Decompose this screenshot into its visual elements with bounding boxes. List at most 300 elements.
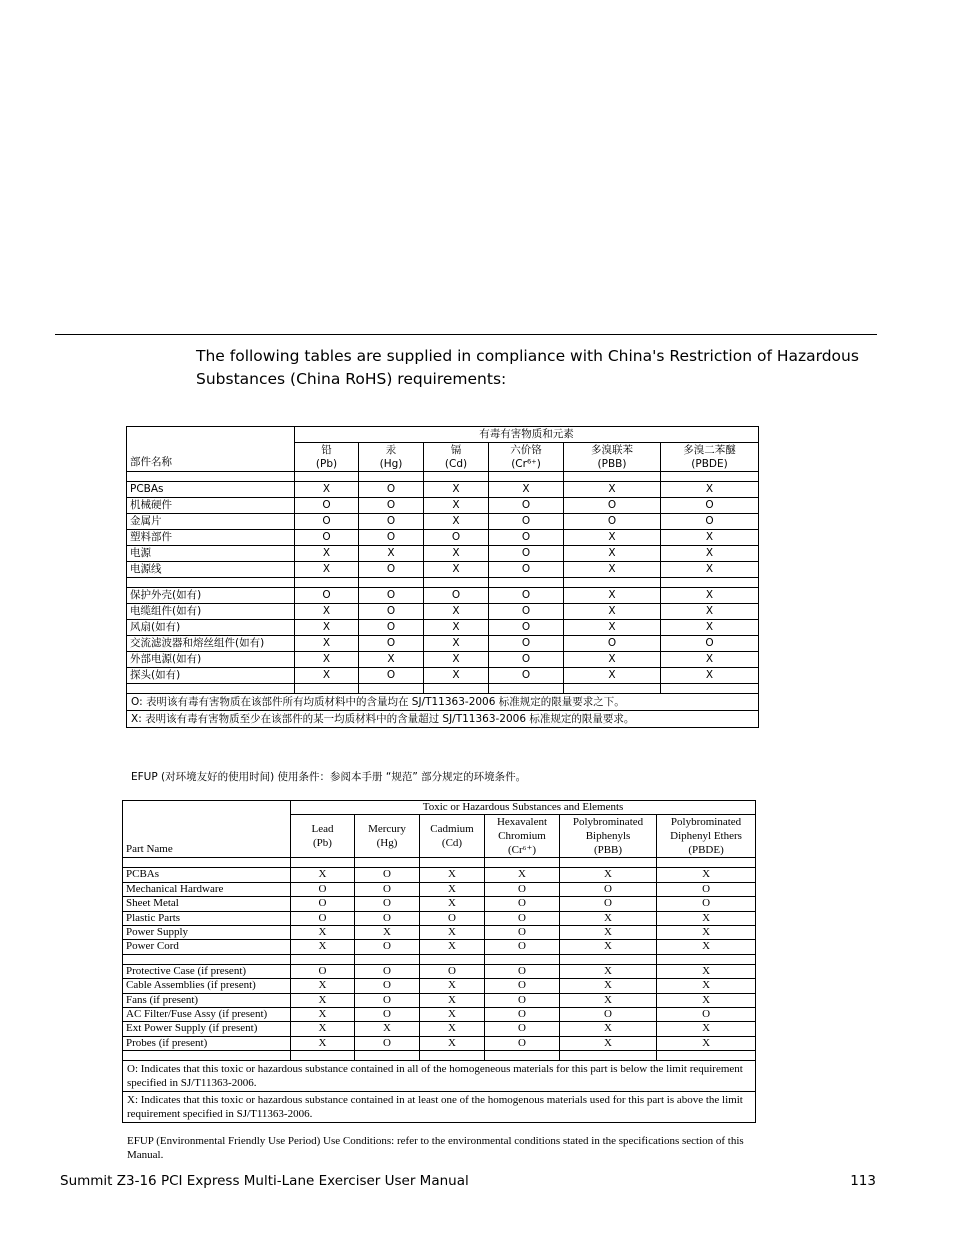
substance-value-cell: O — [355, 882, 420, 896]
substance-header-line: 铅 — [321, 444, 332, 456]
substance-value-cell: X — [295, 652, 359, 668]
spacer-cell — [420, 1051, 485, 1061]
part-name-cell: 金属片 — [127, 514, 295, 530]
note-row — [127, 711, 759, 728]
substance-value-cell: O — [560, 897, 657, 911]
substance-value-cell: O — [489, 652, 564, 668]
spacer-cell — [127, 578, 295, 588]
substance-value-cell: X — [661, 546, 759, 562]
substance-value-cell: O — [485, 882, 560, 896]
substance-value-cell: O — [657, 1008, 756, 1022]
table-row — [127, 498, 759, 514]
part-name-cell: 塑料部件 — [127, 530, 295, 546]
table-row — [127, 562, 759, 578]
substance-value-cell: O — [355, 1008, 420, 1022]
spacer-cell — [560, 1051, 657, 1061]
substance-value-cell: O — [420, 911, 485, 925]
substance-value-cell: X — [564, 652, 661, 668]
part-name-cell: 电缆组件(如有) — [127, 604, 295, 620]
substance-value-cell: O — [355, 993, 420, 1007]
substance-value-cell: X — [424, 498, 489, 514]
substance-value-cell: X — [420, 1008, 485, 1022]
substance-value-cell: X — [661, 668, 759, 684]
substance-header-line: Diphenyl Ethers — [670, 830, 742, 843]
substance-value-cell: X — [560, 1022, 657, 1036]
substance-header-line: (PBDE) — [688, 844, 724, 857]
substance-value-cell: O — [657, 897, 756, 911]
spacer-cell — [564, 578, 661, 588]
substance-value-cell: X — [291, 1008, 355, 1022]
part-name-cell: Plastic Parts — [123, 911, 291, 925]
spacer-cell — [355, 858, 420, 868]
substance-header-line: 镉 — [450, 444, 462, 456]
part-name-cell: AC Filter/Fuse Assy (if present) — [123, 1008, 291, 1022]
substance-value-cell: X — [424, 562, 489, 578]
substance-value-cell: O — [564, 636, 661, 652]
substance-value-cell: O — [489, 546, 564, 562]
substance-value-cell: O — [355, 868, 420, 882]
substance-value-cell: X — [355, 926, 420, 940]
substance-value-cell: O — [291, 897, 355, 911]
part-name-cell: 风扇(如有) — [127, 620, 295, 636]
spacer-cell — [359, 684, 424, 694]
substance-value-cell: O — [485, 964, 560, 978]
substance-value-cell: X — [420, 926, 485, 940]
substance-value-cell: X — [661, 620, 759, 636]
substance-header — [420, 815, 485, 858]
part-name-cell: Cable Assemblies (if present) — [123, 979, 291, 993]
substance-value-cell: X — [424, 652, 489, 668]
table-row — [123, 940, 756, 954]
spacer-cell — [489, 472, 564, 482]
substance-value-cell: X — [489, 482, 564, 498]
part-name-cell: Sheet Metal — [123, 897, 291, 911]
substance-value-cell: O — [359, 514, 424, 530]
table-row — [123, 993, 756, 1007]
substance-value-cell: X — [420, 897, 485, 911]
table-row — [123, 964, 756, 978]
spacer-cell — [291, 954, 355, 964]
substance-value-cell: O — [485, 1022, 560, 1036]
substance-value-cell: O — [291, 964, 355, 978]
substance-value-cell: O — [355, 1036, 420, 1050]
substance-value-cell: X — [424, 514, 489, 530]
substance-value-cell: O — [485, 940, 560, 954]
substance-value-cell: X — [420, 868, 485, 882]
substance-header-line: (Hg) — [376, 837, 398, 850]
spacer-cell — [123, 1051, 291, 1061]
substance-header — [657, 815, 756, 858]
substance-value-cell: O — [485, 1008, 560, 1022]
spacer-cell — [359, 578, 424, 588]
substance-value-cell: X — [295, 636, 359, 652]
substance-value-cell: X — [295, 620, 359, 636]
substance-value-cell: X — [291, 868, 355, 882]
efup-note-english: EFUP (Environmental Friendly Use Period) Use Conditions: refer to the environmental conditions stated in the specifications section of this Manual. — [127, 1135, 744, 1161]
substance-header-line: Polybrominated — [572, 816, 644, 829]
substance-value-cell: O — [489, 530, 564, 546]
substance-value-cell: O — [295, 514, 359, 530]
table-row — [127, 652, 759, 668]
substance-header — [564, 443, 661, 472]
substance-value-cell: X — [560, 868, 657, 882]
substance-header-line: (Cd) — [441, 837, 463, 850]
substance-value-cell: X — [420, 979, 485, 993]
substance-value-cell: O — [560, 1008, 657, 1022]
table-row — [123, 897, 756, 911]
substance-value-cell: X — [291, 1036, 355, 1050]
substance-value-cell: X — [560, 979, 657, 993]
spacer-cell — [355, 1051, 420, 1061]
substance-value-cell: O — [359, 604, 424, 620]
substance-value-cell: O — [489, 498, 564, 514]
spacer-cell — [127, 684, 295, 694]
substance-value-cell: O — [489, 636, 564, 652]
spacer-cell — [424, 472, 489, 482]
table-row — [123, 1008, 756, 1022]
substance-value-cell: X — [657, 964, 756, 978]
substance-value-cell: X — [560, 926, 657, 940]
substance-value-cell: X — [564, 588, 661, 604]
substances-group-header: 有毒有害物质和元素 — [295, 427, 759, 443]
substance-value-cell: X — [291, 926, 355, 940]
substance-value-cell: X — [564, 530, 661, 546]
substance-header-line: (PBDE) — [691, 458, 728, 470]
substance-header-line: (Cd) — [444, 458, 468, 470]
table-row — [127, 546, 759, 562]
spacer-cell — [291, 1051, 355, 1061]
substance-value-cell: O — [295, 588, 359, 604]
substance-value-cell: O — [355, 979, 420, 993]
note-o-cell: O: Indicates that this toxic or hazardous substance contained in all of the homogeneous materials for this part is below the limit requirement specified in SJ/T11363-2006. — [123, 1061, 756, 1092]
substance-header — [661, 443, 759, 472]
table-row — [127, 514, 759, 530]
spacer-cell — [560, 858, 657, 868]
substance-value-cell: X — [657, 993, 756, 1007]
substance-value-cell: X — [560, 993, 657, 1007]
substance-value-cell: X — [661, 588, 759, 604]
part-name-cell: Ext Power Supply (if present) — [123, 1022, 291, 1036]
note-o-cell: O: 表明该有毒有害物质在该部件所有均质材料中的含量均在 SJ/T11363-2006 标准规定的限量要求之下。 — [127, 694, 759, 711]
substance-value-cell: X — [295, 482, 359, 498]
header-rule — [55, 334, 877, 335]
substance-value-cell: X — [564, 482, 661, 498]
substance-header — [359, 443, 424, 472]
substance-value-cell: X — [295, 562, 359, 578]
substance-value-cell: X — [291, 993, 355, 1007]
substance-value-cell: O — [485, 993, 560, 1007]
substance-value-cell: X — [295, 668, 359, 684]
substance-value-cell: X — [657, 868, 756, 882]
substance-value-cell: O — [489, 588, 564, 604]
substance-value-cell: X — [424, 668, 489, 684]
table-row — [123, 926, 756, 940]
substance-value-cell: O — [355, 940, 420, 954]
substance-value-cell: X — [564, 546, 661, 562]
substance-header-line: (Hg) — [379, 458, 403, 470]
spacer-row — [127, 578, 759, 588]
substance-value-cell: O — [489, 514, 564, 530]
spacer-cell — [564, 472, 661, 482]
substance-value-cell: O — [424, 530, 489, 546]
substance-header-line: 多溴联苯 — [591, 444, 633, 456]
substance-value-cell: O — [355, 964, 420, 978]
page-number: 113 — [850, 1173, 876, 1189]
substance-value-cell: O — [295, 498, 359, 514]
substance-value-cell: X — [657, 1022, 756, 1036]
substance-value-cell: X — [355, 1022, 420, 1036]
substance-value-cell: X — [657, 911, 756, 925]
spacer-cell — [489, 684, 564, 694]
intro-paragraph: The following tables are supplied in compliance with China's Restriction of Hazardous Substances (China RoHS) requirements: — [196, 347, 859, 388]
spacer-cell — [123, 858, 291, 868]
substance-value-cell: O — [359, 482, 424, 498]
substance-header-line: Biphenyls — [585, 830, 631, 843]
substance-value-cell: O — [661, 514, 759, 530]
spacer-cell — [359, 472, 424, 482]
substance-value-cell: X — [424, 636, 489, 652]
substance-header-line: Chromium — [498, 830, 546, 843]
substance-header — [489, 443, 564, 472]
substance-header-line: (PBB) — [597, 458, 627, 470]
substance-value-cell: X — [560, 911, 657, 925]
page-footer — [60, 1173, 876, 1189]
substance-value-cell: O — [489, 668, 564, 684]
substance-value-cell: X — [291, 940, 355, 954]
spacer-cell — [564, 684, 661, 694]
substance-value-cell: X — [661, 652, 759, 668]
substance-value-cell: O — [489, 562, 564, 578]
substance-value-cell: X — [564, 562, 661, 578]
substance-value-cell: X — [564, 604, 661, 620]
substance-value-cell: X — [560, 964, 657, 978]
substance-header-line: Cadmium — [430, 823, 474, 836]
substance-value-cell: O — [564, 514, 661, 530]
spacer-cell — [657, 954, 756, 964]
substance-header-line: Lead — [311, 823, 334, 836]
substance-header-line: (Pb) — [315, 458, 338, 470]
spacer-cell — [127, 472, 295, 482]
spacer-row — [123, 1051, 756, 1061]
spacer-cell — [489, 578, 564, 588]
substance-value-cell: O — [291, 882, 355, 896]
note-row — [127, 694, 759, 711]
substance-value-cell: O — [489, 620, 564, 636]
spacer-cell — [295, 684, 359, 694]
substance-value-cell: O — [359, 498, 424, 514]
spacer-cell — [295, 472, 359, 482]
spacer-row — [123, 858, 756, 868]
part-name-cell: PCBAs — [123, 868, 291, 882]
substance-value-cell: X — [424, 482, 489, 498]
substance-value-cell: O — [420, 964, 485, 978]
substance-value-cell: X — [420, 1036, 485, 1050]
substance-value-cell: X — [560, 1036, 657, 1050]
substance-value-cell: X — [657, 1036, 756, 1050]
table-row — [123, 911, 756, 925]
spacer-cell — [485, 1051, 560, 1061]
substance-value-cell: X — [295, 604, 359, 620]
substance-header-line: Hexavalent — [496, 816, 548, 829]
substance-value-cell: X — [661, 530, 759, 546]
part-name-cell: 交流滤波器和熔丝组件(如有) — [127, 636, 295, 652]
substance-header-line: (Pb) — [313, 837, 332, 850]
table-row — [123, 1036, 756, 1050]
substance-value-cell: O — [485, 926, 560, 940]
spacer-cell — [657, 1051, 756, 1061]
note-row — [123, 1061, 756, 1092]
part-name-cell: Fans (if present) — [123, 993, 291, 1007]
table-row — [127, 530, 759, 546]
part-name-header: 部件名称 — [127, 427, 295, 472]
part-name-cell: 电源线 — [127, 562, 295, 578]
substance-value-cell: O — [661, 498, 759, 514]
spacer-cell — [291, 858, 355, 868]
substance-header-line: Mercury — [368, 823, 406, 836]
table-row — [127, 636, 759, 652]
spacer-cell — [420, 954, 485, 964]
substance-value-cell: O — [564, 498, 661, 514]
spacer-cell — [295, 578, 359, 588]
table-row — [123, 979, 756, 993]
substance-value-cell: X — [359, 546, 424, 562]
substance-value-cell: X — [291, 1022, 355, 1036]
substance-header — [355, 815, 420, 858]
substance-value-cell: X — [420, 940, 485, 954]
substance-header-line: (PBB) — [593, 844, 623, 857]
spacer-cell — [355, 954, 420, 964]
spacer-cell — [123, 954, 291, 964]
part-name-cell: Mechanical Hardware — [123, 882, 291, 896]
efup-note-chinese: EFUP (对环境友好的使用时间) 使用条件：参阅本手册 “规范” 部分规定的环境条件。 — [131, 771, 527, 783]
spacer-cell — [424, 684, 489, 694]
substance-value-cell: O — [291, 911, 355, 925]
substance-header — [424, 443, 489, 472]
part-name-cell: 保护外壳(如有) — [127, 588, 295, 604]
substance-value-cell: X — [661, 604, 759, 620]
spacer-cell — [420, 858, 485, 868]
substances-group-header: Toxic or Hazardous Substances and Elements — [291, 801, 756, 815]
spacer-cell — [424, 578, 489, 588]
substance-value-cell: O — [355, 911, 420, 925]
table-row — [123, 882, 756, 896]
substance-value-cell: X — [485, 868, 560, 882]
spacer-cell — [485, 858, 560, 868]
substance-value-cell: O — [355, 897, 420, 911]
note-x-cell: X: 表明该有毒有害物质至少在该部件的某一均质材料中的含量超过 SJ/T11363-2006 标准规定的限量要求。 — [127, 711, 759, 728]
note-x-cell: X: Indicates that this toxic or hazardous substance contained in at least one of the homogenous materials used for this part is above the limit requirement specified in SJ/T11363-2006. — [123, 1092, 756, 1123]
substance-value-cell: X — [661, 562, 759, 578]
substance-value-cell: O — [657, 882, 756, 896]
part-name-cell: 机械硬件 — [127, 498, 295, 514]
spacer-cell — [661, 578, 759, 588]
substance-value-cell: O — [424, 588, 489, 604]
substance-value-cell: O — [661, 636, 759, 652]
substance-value-cell: X — [420, 1022, 485, 1036]
part-name-cell: Power Cord — [123, 940, 291, 954]
part-name-cell: Power Supply — [123, 926, 291, 940]
part-name-cell: 电源 — [127, 546, 295, 562]
table-row — [127, 620, 759, 636]
substance-value-cell: X — [657, 979, 756, 993]
spacer-cell — [560, 954, 657, 964]
spacer-cell — [661, 684, 759, 694]
substance-value-cell: O — [359, 588, 424, 604]
note-row — [123, 1092, 756, 1123]
substance-header-line: 汞 — [385, 444, 397, 456]
spacer-cell — [661, 472, 759, 482]
substance-header-line: (Cr⁶⁺) — [508, 844, 536, 857]
substance-value-cell: O — [359, 636, 424, 652]
substance-header — [560, 815, 657, 858]
china-rohs-table-english — [122, 800, 756, 1123]
spacer-cell — [657, 858, 756, 868]
substance-value-cell: O — [359, 530, 424, 546]
substance-header — [291, 815, 355, 858]
substance-value-cell: X — [295, 546, 359, 562]
substance-value-cell: O — [359, 668, 424, 684]
table-row — [127, 588, 759, 604]
spacer-row — [127, 472, 759, 482]
substance-value-cell: X — [424, 604, 489, 620]
substance-value-cell: X — [564, 620, 661, 636]
substance-value-cell: O — [295, 530, 359, 546]
substance-value-cell: X — [424, 546, 489, 562]
table-row — [127, 668, 759, 684]
table-row — [127, 482, 759, 498]
substance-header-line: 六价铬 — [510, 444, 542, 456]
substance-value-cell: X — [359, 652, 424, 668]
substance-value-cell: O — [485, 911, 560, 925]
substance-value-cell: O — [489, 604, 564, 620]
spacer-cell — [485, 954, 560, 964]
substance-header-line: 多溴二苯醚 — [683, 444, 736, 456]
substance-value-cell: X — [657, 940, 756, 954]
substance-value-cell: O — [485, 1036, 560, 1050]
substance-header-line: Polybrominated — [670, 816, 742, 829]
substance-value-cell: X — [657, 926, 756, 940]
part-name-header: Part Name — [123, 801, 291, 858]
substance-value-cell: O — [560, 882, 657, 896]
header-row — [127, 427, 759, 443]
footer-manual-title: Summit Z3-16 PCI Express Multi-Lane Exerciser User Manual — [60, 1173, 469, 1189]
header-row — [123, 801, 756, 815]
substance-value-cell: O — [485, 897, 560, 911]
substance-value-cell: X — [420, 882, 485, 896]
substance-value-cell: O — [359, 620, 424, 636]
substance-header — [485, 815, 560, 858]
part-name-cell: PCBAs — [127, 482, 295, 498]
table-row — [123, 1022, 756, 1036]
part-name-cell: 外部电源(如有) — [127, 652, 295, 668]
spacer-row — [127, 684, 759, 694]
substance-value-cell: X — [564, 668, 661, 684]
substance-value-cell: X — [291, 979, 355, 993]
substance-value-cell: X — [560, 940, 657, 954]
part-name-cell: 探头(如有) — [127, 668, 295, 684]
table-row — [123, 868, 756, 882]
table-row — [127, 604, 759, 620]
part-name-cell: Protective Case (if present) — [123, 964, 291, 978]
part-name-cell: Probes (if present) — [123, 1036, 291, 1050]
substance-header — [295, 443, 359, 472]
substance-header-line: (Cr⁶⁺) — [511, 458, 541, 470]
substance-value-cell: O — [359, 562, 424, 578]
spacer-row — [123, 954, 756, 964]
substance-value-cell: O — [485, 979, 560, 993]
substance-value-cell: X — [661, 482, 759, 498]
substance-value-cell: X — [420, 993, 485, 1007]
